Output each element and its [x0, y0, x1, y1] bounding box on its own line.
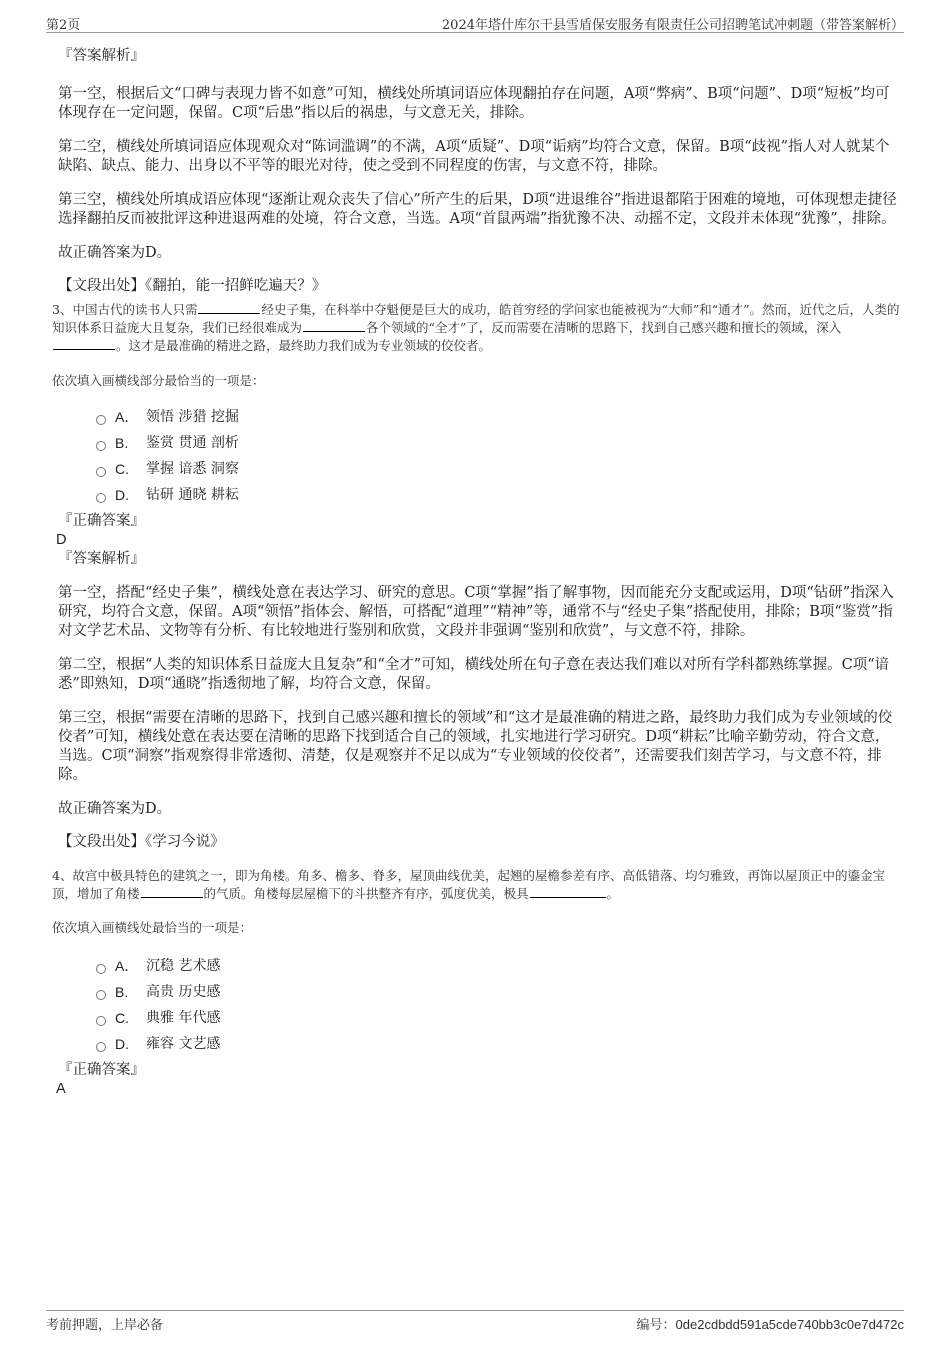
option-c[interactable]: C. 典雅 年代感	[96, 1005, 900, 1031]
option-d[interactable]: D. 钻研 通晓 耕耘	[96, 482, 900, 508]
answer-heading: 『正确答案』	[58, 1062, 145, 1078]
question-stem: 4、故宫中极具特色的建筑之一，即为角楼。角多、檐多、脊多，屋顶曲线优美，起翘的屋檐参差有序、高低错落、均匀雅致，再饰以屋顶正中的鎏金宝顶，增加了角楼 的气质。角楼每层屋檐下的斗拱整齐有序，弧度优美，极具 。	[52, 868, 885, 901]
fill-blank[interactable]	[198, 301, 260, 314]
question-2-analysis	[52, 47, 900, 296]
option-a[interactable]: A． 领悟 涉猎 挖掘	[96, 404, 900, 430]
question-prompt: 依次填入画横线处最恰当的一项是：	[52, 920, 253, 935]
option-d[interactable]: D. 雍容 文艺感	[96, 1031, 900, 1057]
question-prompt: 依次填入画横线部分最恰当的一项是：	[52, 373, 265, 388]
analysis-heading: 『答案解析』	[58, 551, 145, 567]
conclusion: 故正确答案为D。	[58, 245, 172, 261]
radio-icon[interactable]	[96, 964, 106, 974]
analysis-paragraph: 第二空，横线处所填词语应体现观众对“陈词滥调”的不满，A项“质疑”、D项“诟病”均符合文意，保留。B项“歧视”指人对人就某个缺陷、缺点、能力、出身以不平等的眼光对待，使之受到不同程度的伤害，与文意不符，排除。	[58, 139, 890, 174]
analysis-paragraph: 第一空，搭配“经史子集”，横线处意在表达学习、研究的意思。C项“掌握”指了解事物，因而能充分支配或运用，D项“钻研”指深入研究，均符合文意，保留。A项“领悟”指体会、解悟，可搭配“道理”“精神”等，通常不与“经史子集”搭配使用，排除；B项“鉴赏”指对文学艺术品、文物等有分析、有比较地进行鉴别和欣赏，文段并非强调“鉴别和欣赏”，与文意不符，排除。	[58, 585, 894, 639]
document-title: 2024年塔什库尔干县雪盾保安服务有限责任公司招聘笔试冲刺题（带答案解析）	[441, 18, 904, 33]
radio-icon[interactable]	[96, 493, 106, 503]
radio-icon[interactable]	[96, 441, 106, 451]
option-list	[52, 404, 900, 508]
option-b[interactable]: B. 鉴赏 贯通 剖析	[96, 430, 900, 456]
correct-answer: D	[56, 532, 67, 548]
page-number: 第2页	[46, 18, 81, 33]
fill-blank[interactable]	[53, 337, 115, 350]
footer-slogan: 考前押题，上岸必备	[46, 1318, 164, 1333]
fill-blank[interactable]	[530, 885, 606, 898]
conclusion: 故正确答案为D。	[58, 801, 172, 817]
source-citation: 【文段出处】《翻拍，能一招鲜吃遍天？》	[58, 278, 327, 294]
footer-divider	[46, 1310, 904, 1311]
option-list	[52, 953, 900, 1057]
document-id: 编号：0de2cdbdd591a5cde740bb3c0e7d472c	[636, 1317, 904, 1332]
answer-heading: 『正确答案』	[58, 513, 145, 529]
fill-blank[interactable]	[303, 319, 365, 332]
analysis-heading: 『答案解析』	[58, 48, 145, 64]
page-header	[46, 12, 904, 32]
option-c[interactable]: C. 掌握 谙悉 洞察	[96, 456, 900, 482]
radio-icon[interactable]	[96, 1016, 106, 1026]
radio-icon[interactable]	[96, 415, 106, 425]
fill-blank[interactable]	[141, 885, 203, 898]
option-b[interactable]: B. 高贵 历史感	[96, 979, 900, 1005]
radio-icon[interactable]	[96, 1042, 106, 1052]
analysis-paragraph: 第二空，根据“人类的知识体系日益庞大且复杂”和“全才”可知，横线处所在句子意在表达我们难以对所有学科都熟练掌握。C项“谙悉”即熟知，D项“通晓”指透彻地了解，均符合文意，保留。	[58, 657, 890, 692]
header-divider	[46, 32, 904, 33]
analysis-paragraph: 第三空，根据“需要在清晰的思路下，找到自己感兴趣和擅长的领域”和“这才是最准确的精进之路，最终助力我们成为专业领域的佼佼者”可知，横线处意在表达要在清晰的思路下找到适合自己的领域，扎实地进行学习研究。D项“耕耘”比喻辛勤劳动，符合文意，当选。C项“洞察”指观察得非常透彻、清楚，仅是观察并不足以成为“专业领域的佼佼者”，还需要我们刻苦学习，与文意不符，排除。	[58, 710, 893, 783]
question-stem: 3、中国古代的读书人只需 经史子集，在科举中夺魁便是巨大的成功，皓首穷经的学问家也能被视为“大师”和“通才”。然而，近代之后，人类的知识体系日益庞大且复杂，我们已经很难成为 各个领域的“全才”了，反而需要在清晰的思路下，找到自己感兴趣和擅长的领域，深入。这才是最准确的精进之路，最终助力我们成为专业领域的佼佼者。	[52, 302, 900, 353]
option-a[interactable]: A． 沉稳 艺术感	[96, 953, 900, 979]
radio-icon[interactable]	[96, 990, 106, 1000]
analysis-paragraph: 第三空，横线处所填成语应体现“逐渐让观众丧失了信心”所产生的后果，D项“进退维谷”指进退都陷于困难的境地，可体现想走捷径选择翻拍反而被批评这种进退两难的处境，符合文意，当选。A项“首鼠两端”指犹豫不决、动摇不定，文段并未体现“犹豫”，排除。	[58, 192, 897, 227]
source-citation: 【文段出处】《学习今说》	[58, 834, 225, 850]
page-content	[52, 38, 900, 1099]
question-3	[52, 301, 900, 852]
correct-answer: A	[56, 1081, 66, 1097]
radio-icon[interactable]	[96, 467, 106, 477]
question-4	[52, 867, 900, 1099]
analysis-paragraph: 第一空，根据后文“口碑与表现力皆不如意”可知，横线处所填词语应体现翻拍存在问题，A项“弊病”、B项“问题”、D项“短板”均可体现存在一定问题，保留。C项“后患”指以后的祸患，与文意无关，排除。	[58, 86, 890, 121]
